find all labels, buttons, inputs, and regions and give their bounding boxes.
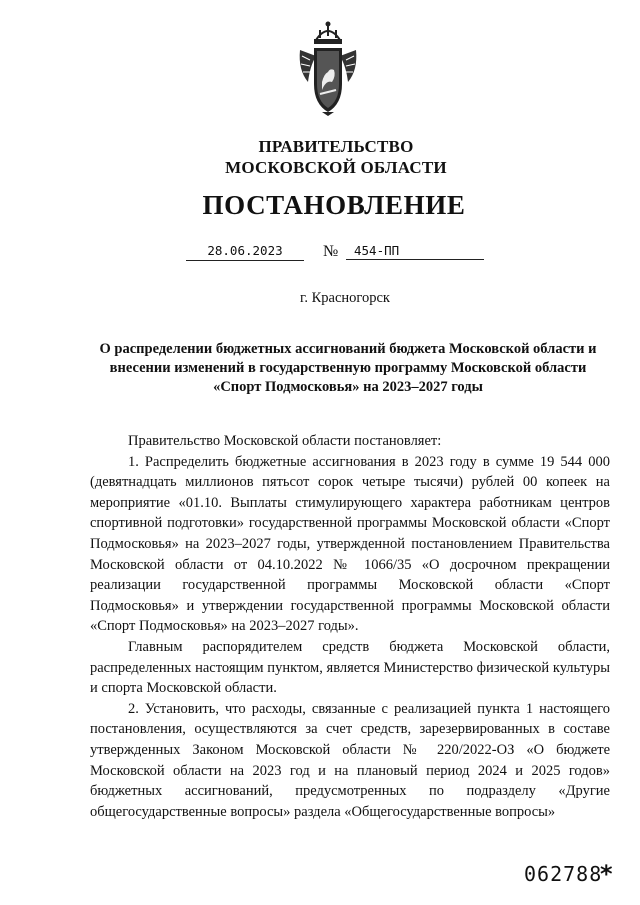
- number-sign: №: [323, 243, 339, 260]
- coat-of-arms-icon: [296, 20, 360, 116]
- document-body: [90, 431, 610, 822]
- body-paragraph-2: Главным распорядителем средств бюджета Московской области, распределенных настоящим пунктом, является Министерство физической культуры и спорта Московской области.: [90, 638, 610, 697]
- asterisk-mark: *: [600, 860, 613, 888]
- document-subject: О распределении бюджетных ассигнований бюджета Московской области и внесении изменений в государственную программу Московской области «Спорт Подмосковья» на 2023–2027 годы: [99, 341, 597, 395]
- body-paragraph-3: 2. Установить, что расходы, связанные с реализацией пункта 1 настоящего постановления, осуществляются за счет средств, зарезервированных в составе утвержденных Законом Московской области № 220/2022-ОЗ «О бюджете Московской области на 2023 год и на плановый период 2024 и 2025 годов» бюджетных ассигнований, предусмотренных по подразделу «Другие общегосударственные вопросы» раздела «Общегосударственные вопросы»: [90, 700, 610, 820]
- serial-number: 062788: [524, 862, 603, 886]
- document-number: 454-ПП: [346, 242, 484, 260]
- government-title-line2: МОСКОВСКОЙ ОБЛАСТИ: [225, 158, 447, 177]
- document-date: 28.06.2023: [186, 242, 304, 261]
- body-paragraph-1: 1. Распределить бюджетные ассигнования в 2023 году в сумме 19 544 000 (девятнадцать миллионов пятьсот сорок четыре тысячи) рублей 00 копеек на мероприятие «01.10. Выплаты стимулирующего характера работникам центров спортивной подготовки» государственной программы Московской области «Спорт Подмосковья» на 2023–2027 годы, утвержденной постановлением Правительства Московской области от 04.10.2022 № 1066/35 «О досрочном прекращении реализации государственной программы Московской области «Спорт Подмосковья» и утверждении государственной программы Московской области «Спорт Подмосковья» на 2023–2027 годы».: [90, 453, 610, 635]
- document-type-title: ПОСТАНОВЛЕНИЕ: [202, 190, 466, 220]
- body-paragraph-intro: Правительство Московской области постановляет:: [128, 433, 442, 449]
- document-place: г. Красногорск: [300, 290, 390, 306]
- government-title-line1: ПРАВИТЕЛЬСТВО: [258, 137, 414, 156]
